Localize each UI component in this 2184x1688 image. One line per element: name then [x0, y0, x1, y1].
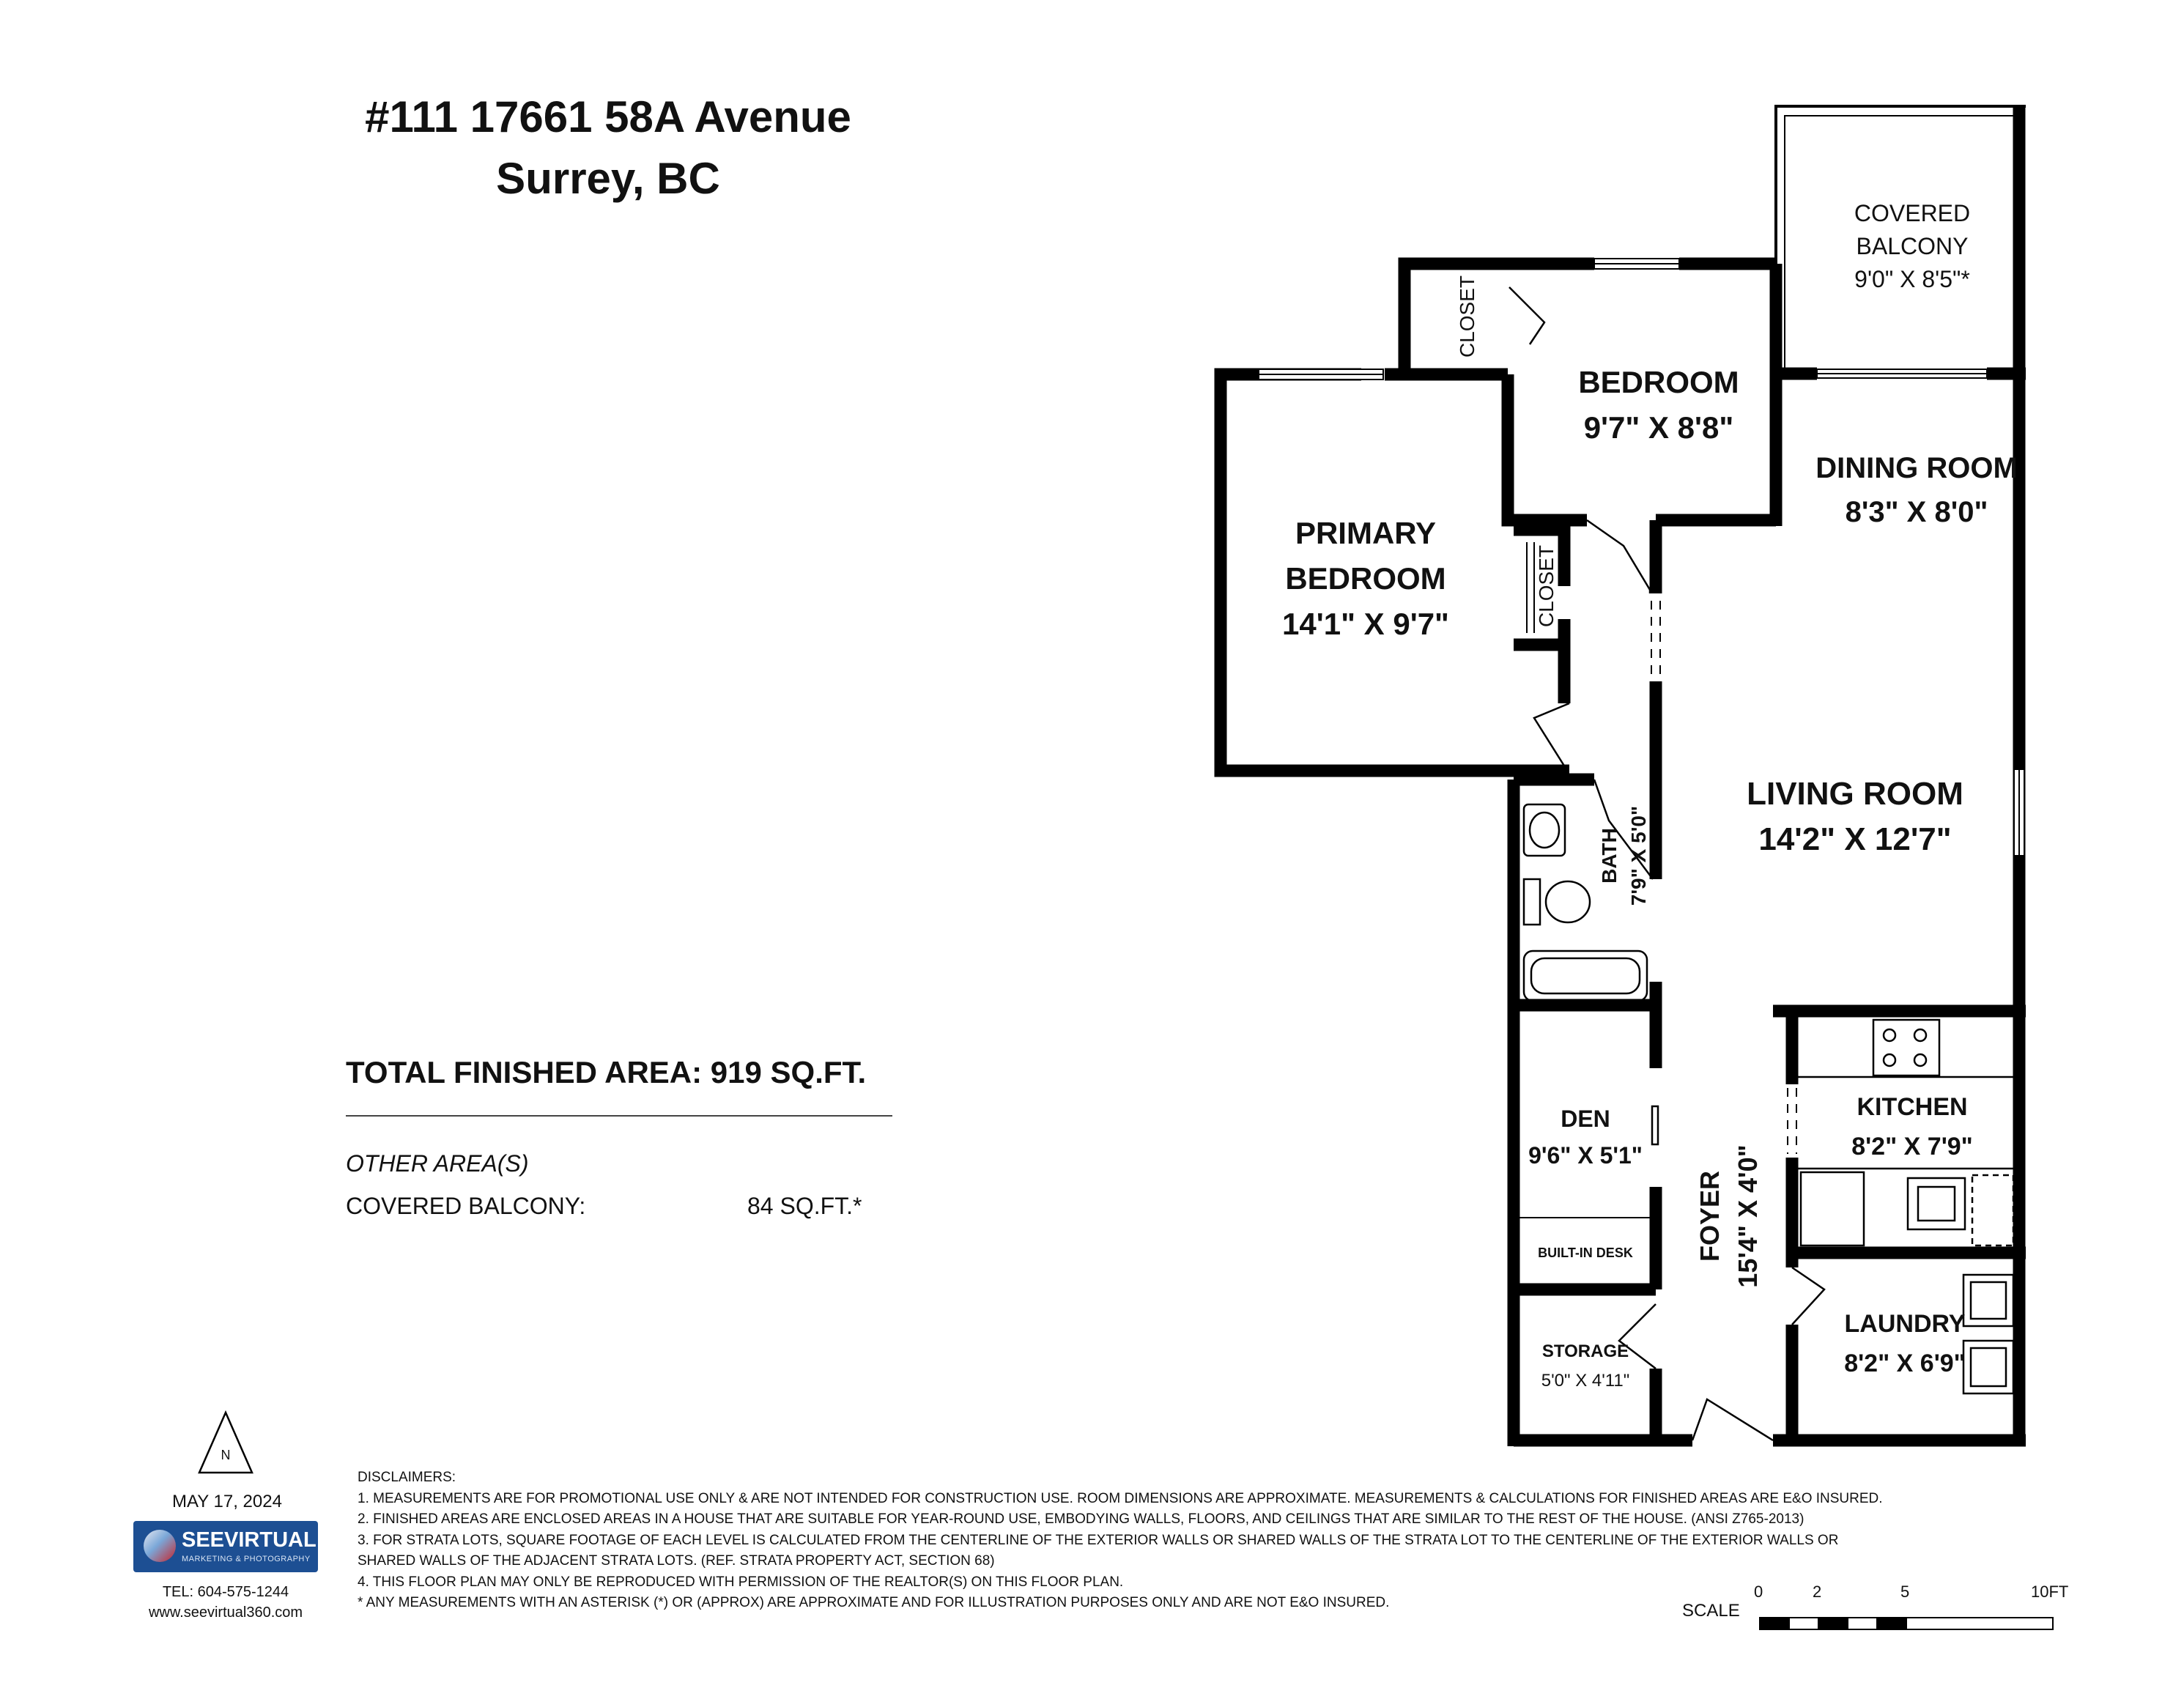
door-bedroom [1587, 520, 1650, 590]
bedroom-size: 9'7" X 8'8" [1583, 410, 1734, 445]
seevirtual-logo [133, 1521, 318, 1572]
closet-primary-interior [1527, 542, 1534, 633]
covered-balcony-area-label: COVERED BALCONY: [346, 1193, 586, 1219]
laundry-fixtures [1963, 1275, 2013, 1393]
scale-label: SCALE [1682, 1601, 1740, 1621]
openings [1651, 601, 1796, 1154]
scale-bar [1760, 1618, 2053, 1629]
address-line-1: #111 17661 58A Avenue [365, 92, 851, 141]
bedroom-name: BEDROOM [1578, 365, 1739, 399]
living-room-size: 14'2" X 12'7" [1758, 821, 1952, 857]
door-bedroom-closet [1509, 287, 1544, 344]
wall-closet-bedroom [1404, 264, 1594, 374]
phone-number: TEL: 604-575-1244 [162, 1584, 289, 1600]
other-areas-heading: OTHER AREA(S) [346, 1150, 529, 1177]
built-in-desk-name: BUILT-IN DESK [1538, 1245, 1633, 1260]
kitchen-size: 8'2" X 7'9" [1851, 1133, 1973, 1160]
covered-balcony-name-2: BALCONY [1856, 233, 1969, 259]
covered-balcony-size: 9'0" X 8'5"* [1854, 266, 1970, 292]
bath-size: 7'9" X 5'0" [1627, 805, 1650, 906]
den-name: DEN [1561, 1106, 1610, 1132]
foyer-name: FOYER [1695, 1170, 1725, 1262]
scale-tick-2: 2 [1813, 1582, 1822, 1601]
scale-tick-5: 5 [1900, 1582, 1910, 1601]
website: www.seevirtual360.com [148, 1604, 303, 1621]
storage-size: 5'0" X 4'11" [1541, 1371, 1630, 1391]
plan-date: MAY 17, 2024 [172, 1492, 282, 1511]
disclaimer-line: * ANY MEASUREMENTS WITH AN ASTERISK (*) OR (APPROX) ARE APPROXIMATE AND FOR ILLUSTRATION PURPOSES ONLY AND ARE NOT E&O INSURED. [358, 1595, 1390, 1610]
stove-icon [1873, 1020, 1939, 1076]
disclaimer-line: 4. THIS FLOOR PLAN MAY ONLY BE REPRODUCED WITH PERMISSION OF THE REALTOR(S) ON THIS FLOOR PLAN. [358, 1574, 1124, 1590]
north-arrow-icon [199, 1413, 252, 1473]
dining-room-name: DINING ROOM [1815, 452, 2018, 484]
closet-bedroom-name: CLOSET [1456, 275, 1478, 358]
door-laundry [1792, 1267, 1824, 1325]
kitchen-name: KITCHEN [1857, 1093, 1968, 1121]
wall-bedroom-west [1508, 374, 1587, 520]
north-arrow-label: N [221, 1448, 231, 1462]
door-primary-bedroom [1534, 703, 1569, 769]
disclaimer-line: 3. FOR STRATA LOTS, SQUARE FOOTAGE OF EACH LEVEL IS CALCULATED FROM THE CENTERLINE OF THE EXTERIOR WALLS OR SHARED WALLS OF THE STRATA LOT TO THE CENTERLINE OF THE EXTERIOR WALLS OR [358, 1532, 1839, 1548]
closet-primary-name: CLOSET [1535, 544, 1558, 628]
disclaimer-line: SHARED WALLS OF THE ADJACENT STRATA LOTS. (REF. STRATA PROPERTY ACT, SECTION 68) [358, 1553, 995, 1569]
dining-room-size: 8'3" X 8'0" [1845, 496, 1988, 528]
scale-tick-10: 10FT [2031, 1582, 2069, 1601]
laundry-name: LAUNDRY [1844, 1310, 1966, 1338]
logo-brand-text: SEEVIRTUAL [182, 1528, 317, 1552]
living-room-name: LIVING ROOM [1747, 776, 1963, 812]
fridge-icon [1801, 1172, 1864, 1245]
door-entry [1692, 1399, 1773, 1440]
primary-bedroom-size: 14'1" X 9'7" [1282, 607, 1449, 641]
laundry-size: 8'2" X 6'9" [1844, 1350, 1966, 1377]
den-size: 9'6" X 5'1" [1528, 1142, 1643, 1169]
door-den-pocket [1652, 1106, 1658, 1144]
logo-swirl-icon [144, 1530, 176, 1562]
storage-name: STORAGE [1541, 1341, 1629, 1361]
total-finished-area: TOTAL FINISHED AREA: 919 SQ.FT. [346, 1055, 867, 1089]
toilet-icon [1546, 881, 1590, 922]
address-line-2: Surrey, BC [496, 154, 720, 203]
foyer-size: 15'4" X 4'0" [1733, 1144, 1763, 1288]
primary-bedroom-name-2: BEDROOM [1285, 561, 1446, 596]
covered-balcony-area-value: 84 SQ.FT.* [747, 1193, 862, 1219]
kitchen-sink-icon [1908, 1178, 1965, 1229]
toilet-tank-icon [1524, 879, 1540, 925]
primary-bedroom-name-1: PRIMARY [1295, 516, 1437, 550]
disclaimers [358, 1467, 2043, 1614]
disclaimer-line: 1. MEASUREMENTS ARE FOR PROMOTIONAL USE ONLY & ARE NOT INTENDED FOR CONSTRUCTION USE. ROOM DIMENSIONS ARE APPROXIMATE. MEASUREMENTS & CALCULATIONS FOR FINISHED AREAS ARE E&O INSURED. [358, 1490, 1883, 1506]
disclaimers-heading: DISCLAIMERS: [358, 1470, 456, 1485]
scale-tick-0: 0 [1754, 1582, 1763, 1601]
logo-subtitle: MARKETING & PHOTOGRAPHY [182, 1555, 311, 1563]
covered-balcony-name-1: COVERED [1854, 200, 1971, 226]
bath-name: BATH [1598, 828, 1621, 884]
disclaimer-line: 2. FINISHED AREAS ARE ENCLOSED AREAS IN A HOUSE THAT ARE SUITABLE FOR YEAR-ROUND USE, EMBODYING WALLS, FLOORS, AND CEILINGS THAT ARE SIMILAR TO THE REST OF THE HOUSE. (ANSI Z765-2013) [358, 1511, 1804, 1527]
